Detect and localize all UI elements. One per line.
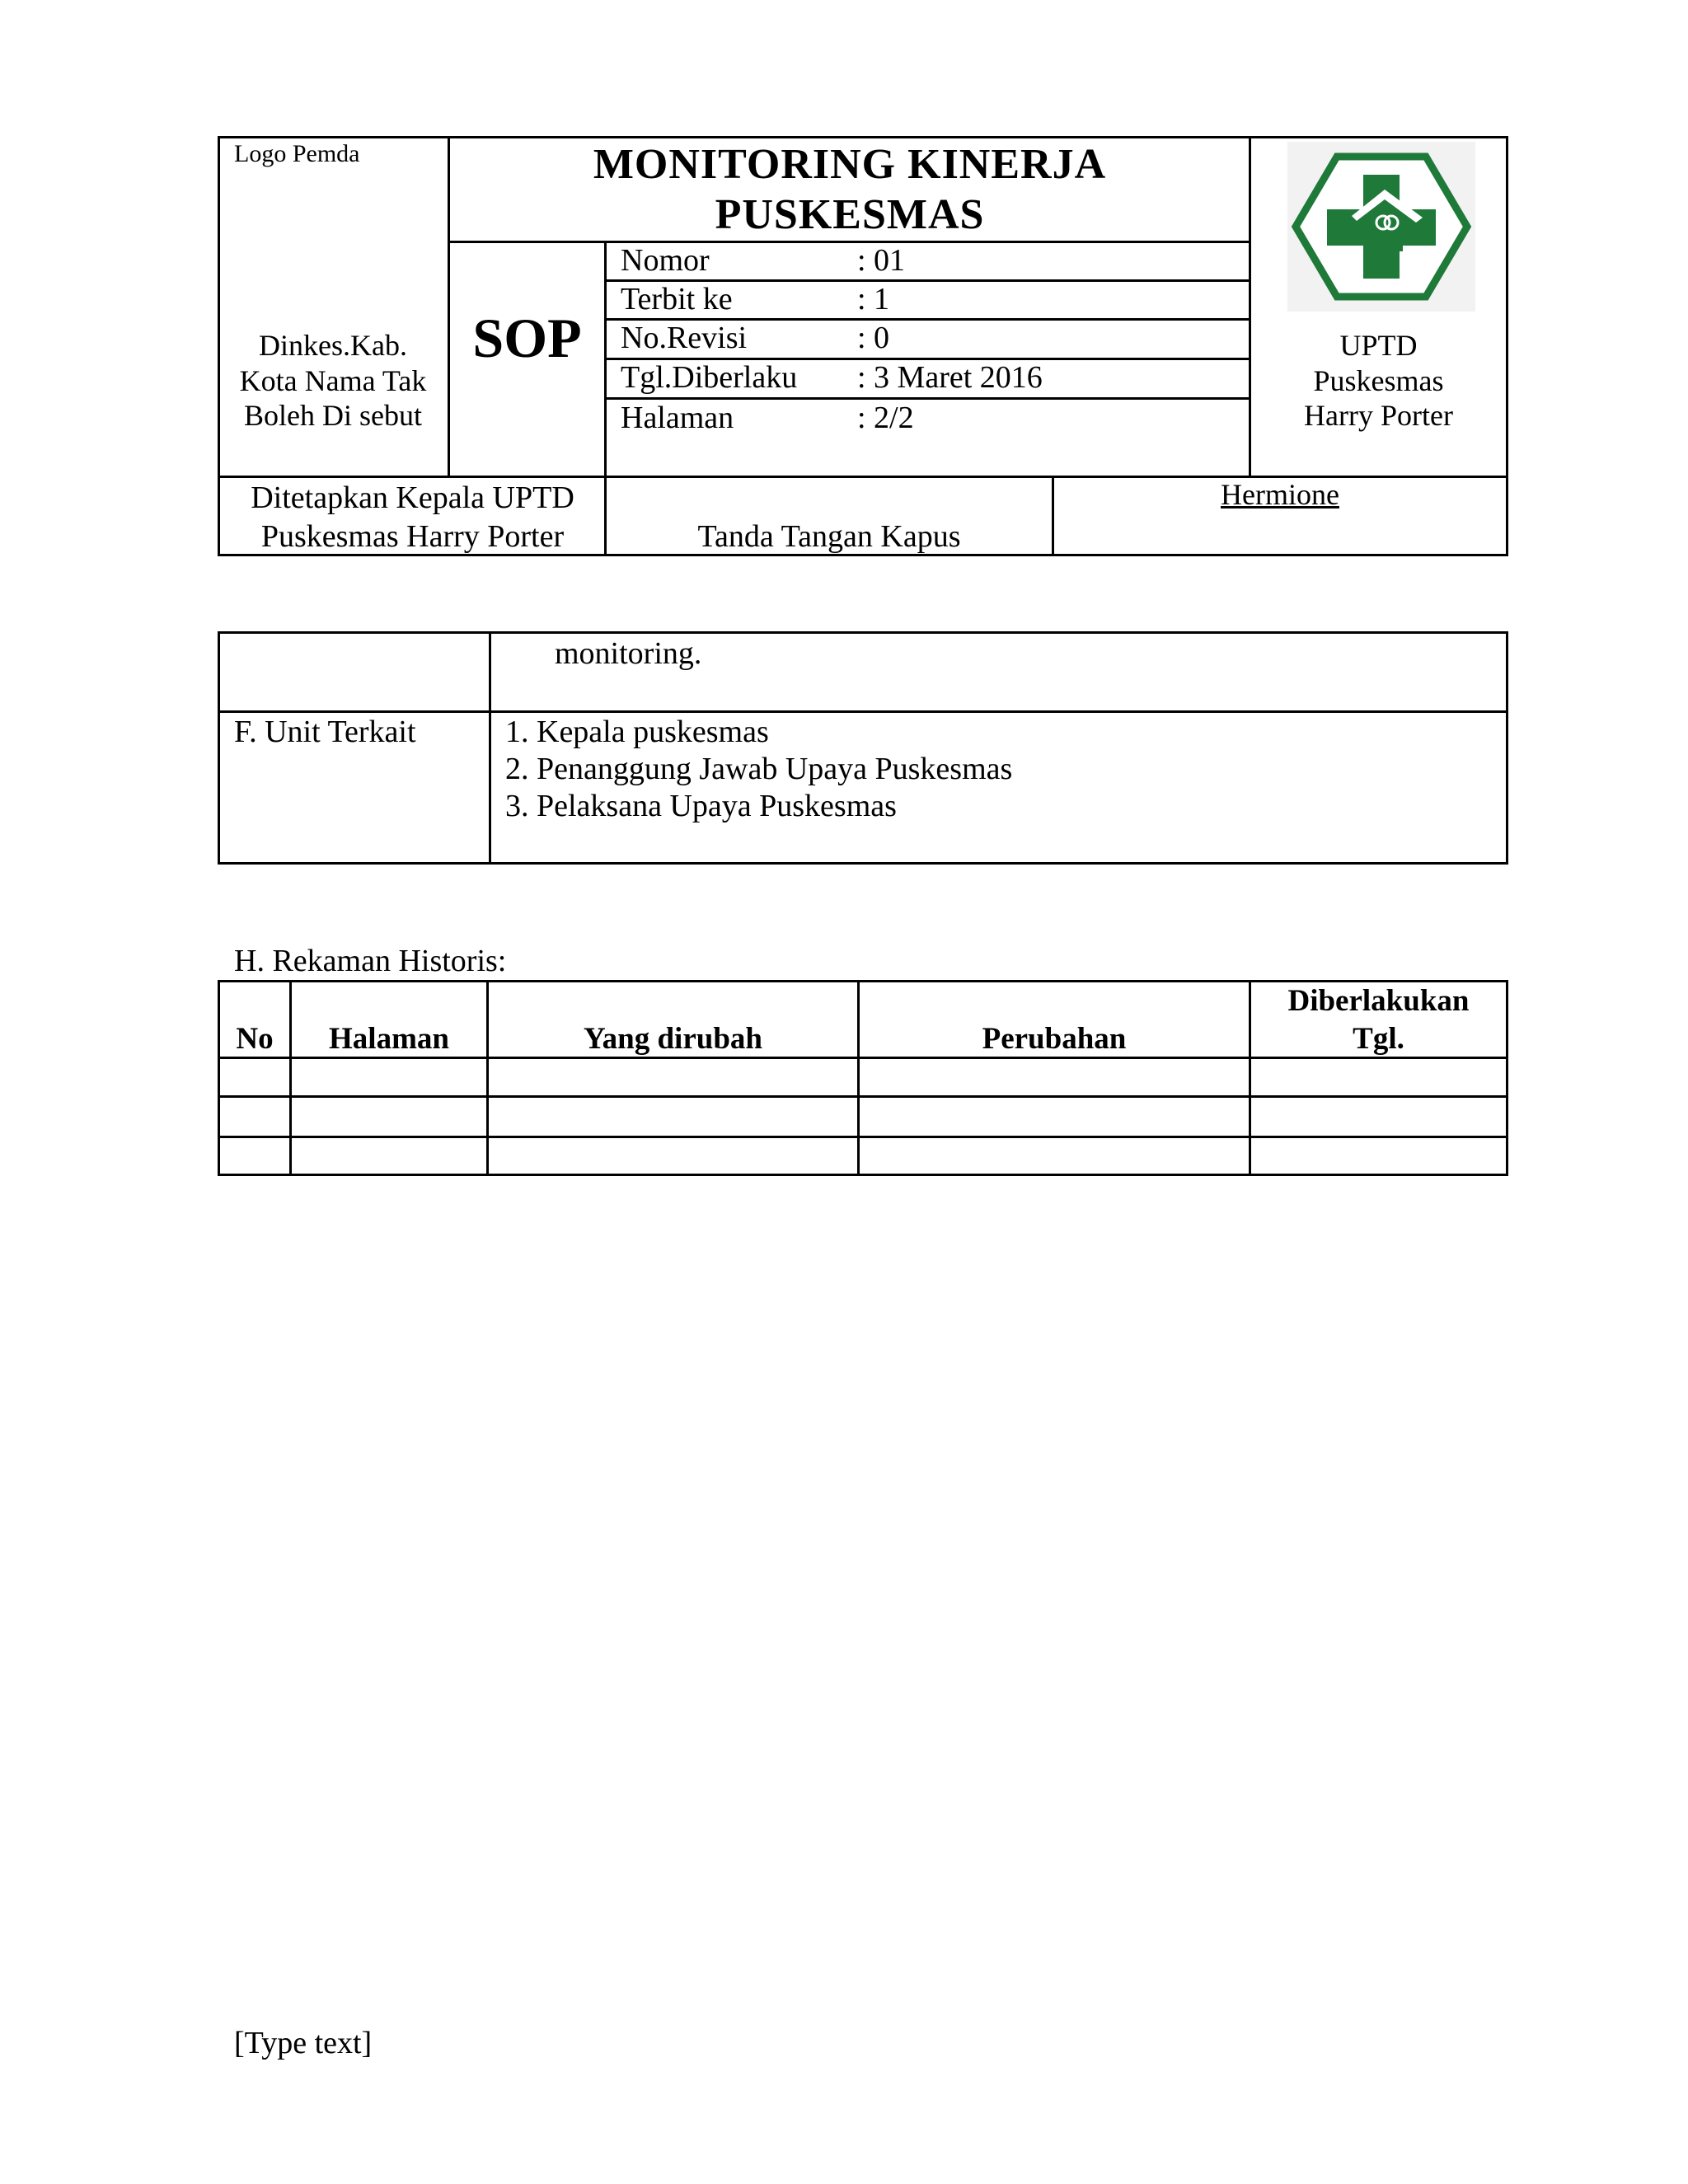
tanda-tangan-label: Tanda Tangan Kapus [697, 519, 961, 554]
unit-terkait-label: F. Unit Terkait [234, 715, 416, 749]
history-header-cell: Diberlakukan [1287, 984, 1470, 1018]
meta-label: Nomor [621, 243, 710, 278]
history-col-line [857, 980, 860, 1176]
sop-label: SOP [472, 307, 582, 369]
history-border-bottom [218, 1174, 1508, 1176]
meta-row-line [604, 397, 1251, 400]
content-row-line [218, 710, 1508, 713]
history-col-line [289, 980, 292, 1176]
history-col-line [218, 980, 220, 1176]
history-header-cell: Halaman [329, 1022, 449, 1056]
continued-text: monitoring. [555, 636, 702, 671]
uptd-line: UPTD [1339, 329, 1418, 362]
header-border-right [1506, 136, 1508, 556]
meta-value: : 3 Maret 2016 [857, 360, 1043, 395]
kapus-name: Hermione [1221, 478, 1339, 511]
meta-value: : 2/2 [857, 401, 914, 435]
history-header-cell: No [236, 1022, 274, 1056]
header-border-bottom [218, 554, 1508, 556]
dinkes-line: Dinkes.Kab. [259, 329, 407, 362]
history-header-cell: Tgl. [1353, 1022, 1404, 1056]
dinkes-line: Kota Nama Tak [239, 364, 427, 397]
unit-item: 2. Penanggung Jawab Upaya Puskesmas [505, 752, 1013, 786]
document-title-line: MONITORING KINERJA [593, 141, 1107, 188]
meta-value: : 0 [857, 321, 890, 355]
meta-label: Terbit ke [621, 282, 733, 316]
puskesmas-logo-icon [1287, 142, 1475, 312]
history-header-cell: Perubahan [982, 1022, 1127, 1056]
dinkes-line: Boleh Di sebut [244, 399, 422, 432]
history-header-cell: Yang dirubah [584, 1022, 762, 1056]
header-col-line-1 [448, 136, 450, 477]
history-border-top [218, 980, 1508, 982]
meta-value: : 1 [857, 282, 890, 316]
history-title: H. Rekaman Historis: [234, 944, 507, 978]
content-col-line [489, 631, 491, 865]
unit-item: 1. Kepala puskesmas [505, 715, 769, 749]
ditetapkan-line: Puskesmas Harry Porter [260, 519, 565, 554]
content-border-left [218, 631, 220, 865]
uptd-line: Harry Porter [1304, 399, 1453, 432]
content-border-right [1506, 631, 1508, 865]
uptd-line: Puskesmas [1313, 364, 1444, 397]
meta-value: : 01 [857, 243, 906, 278]
content-border-bottom [218, 862, 1508, 865]
history-row-line [218, 1057, 1508, 1059]
logo-pemda-label: Logo Pemda [234, 140, 360, 167]
meta-label: No.Revisi [621, 321, 748, 355]
document-title-line: PUSKESMAS [715, 191, 985, 238]
puskesmas-logo [1287, 142, 1475, 312]
footer-text: [Type text] [234, 2026, 373, 2060]
history-row-line [218, 1095, 1508, 1098]
meta-label: Tgl.Diberlaku [621, 360, 798, 395]
content-border-top [218, 631, 1508, 634]
history-col-line [486, 980, 489, 1176]
unit-item: 3. Pelaksana Upaya Puskesmas [505, 789, 897, 823]
title-bottom-line [448, 241, 1251, 243]
header-border-left [218, 136, 220, 556]
history-col-line [1506, 980, 1508, 1176]
header-border-top [218, 136, 1508, 138]
history-row-line [218, 1136, 1508, 1138]
meta-label: Halaman [621, 401, 734, 435]
ditetapkan-line: Ditetapkan Kepala UPTD [251, 480, 574, 515]
